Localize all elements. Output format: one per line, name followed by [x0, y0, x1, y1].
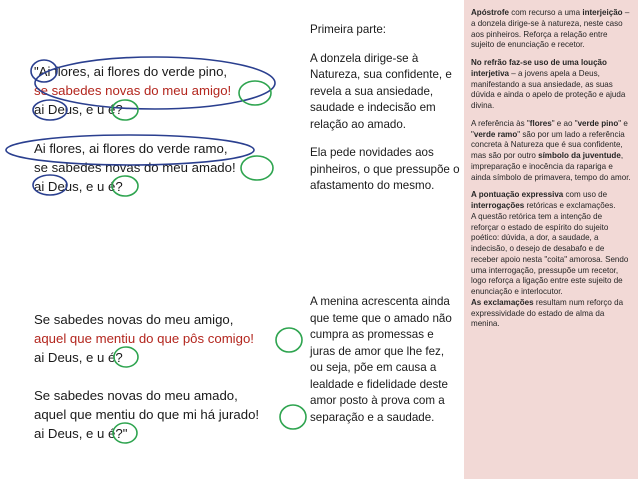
notes-sidebar — [464, 0, 638, 479]
stanza-1-line-3: ai Deus, e u é? — [34, 102, 123, 117]
green-circle-s1-excl — [239, 81, 271, 105]
note-exclamacoes: As exclamações resultam num reforço da expressividade do estado de alma da menina. — [471, 297, 624, 329]
stanza-4-line-3: ai Deus, e u é?" — [34, 426, 128, 441]
stanza-4-line-2: aquel que mentiu do que mi há jurado! — [34, 407, 260, 422]
stanza-3-line-1: Se sabedes novas do meu amigo, — [34, 312, 234, 327]
stanza-1-line-2: se sabedes novas do meu amigo! — [34, 83, 232, 98]
stanza-1 — [34, 62, 231, 119]
stanza-2-line-3: ai Deus, e u é? — [34, 179, 123, 194]
analysis-paragraph-1: A donzela dirige-se à Natureza, sua confidente, e revela a sua ansiedade, saudade e indecisão em relação ao amado. — [310, 51, 452, 131]
analysis-heading: Primeira parte: — [310, 23, 387, 36]
note-pontuacao: A pontuação expressiva com uso de interrogações retóricas e exclamações. — [471, 190, 616, 210]
stanza-4-line-1: Se sabedes novas do meu amado, — [34, 388, 238, 403]
note-flores: A referência às "flores" e ao "verde pino" e "verde ramo" são por um lado a referência concreta à Natureza que é sua confidente, mas são por outro símbolo da juventude, impreparação e inocência da rapariga e ainda símbolo de primavera, tempo do amor. — [471, 118, 631, 182]
analysis-part-two — [310, 294, 460, 438]
stanza-4 — [34, 386, 259, 443]
stanza-2-line-1: Ai flores, ai flores do verde ramo, — [34, 141, 228, 156]
green-circle-s2-excl — [241, 156, 273, 180]
stanza-2 — [34, 139, 236, 196]
note-refrao: No refrão faz-se uso de uma loução interjetiva – a jovens apela a Deus, manifestando a sua ansiedade, as suas dúvida e ainda o apelo de proteção e ajuda divina. — [471, 58, 626, 110]
note-apostrofe: Apóstrofe com recurso a uma interjeição – a donzela dirige-se à natureza, neste caso aos pinheiros. Reforça a relação entre sujeito de enunciação e recetor. — [471, 8, 630, 50]
green-circle-s4-excl — [280, 405, 306, 429]
note-questao-retorica: A questão retórica tem a intenção de reforçar o estado de espírito do sujeito poético: dúvida, a dor, a saudade, a indecisão, o desejo de desabafo e de receber apoio nesta "coita" amorosa. Sendo uma interrogação, pressupõe um recetor, logo reforça a ligação entre este sujeito de enunciação e interlocutor. — [471, 211, 629, 296]
stanza-1-line-1: "Ai flores, ai flores do verde pino, — [34, 64, 228, 79]
green-circle-s3-excl — [276, 328, 302, 352]
stanza-2-line-2: se sabedes novas do meu amado! — [34, 160, 236, 175]
stanza-3-line-2: aquel que mentiu do que pôs comigo! — [34, 331, 254, 346]
analysis-paragraph-3: A menina acrescenta ainda que teme que o amado não cumpra as promessas e juras de amor que lhe fez, ou seja, põe em causa a lealdade e fidelidade deste amor posto à prova com a separação e a saudade. — [310, 295, 452, 424]
stanza-3 — [34, 310, 254, 367]
stanza-3-line-3: ai Deus, e u é? — [34, 350, 123, 365]
analysis-paragraph-2: Ela pede novidades aos pinheiros, o que pressupõe o afastamento do mesmo. — [310, 146, 460, 192]
analysis-part-one — [310, 22, 460, 207]
